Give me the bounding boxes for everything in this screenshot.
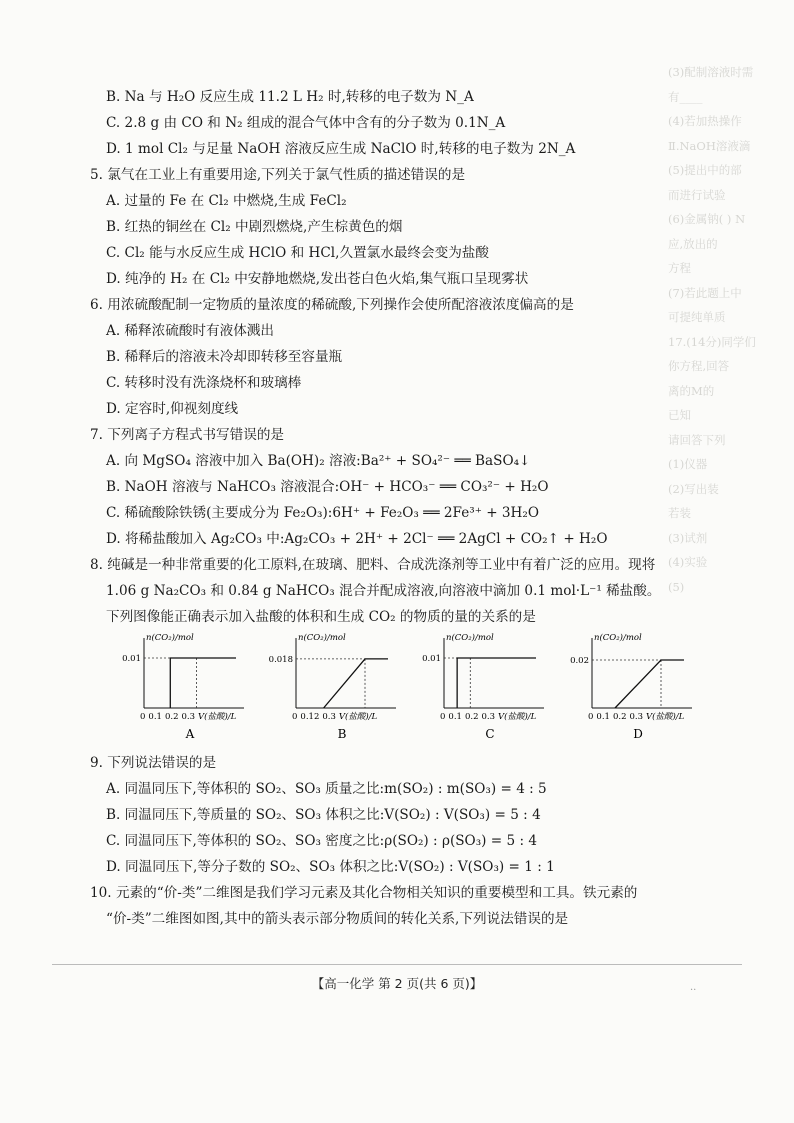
x-tick-label: 0.3 — [322, 712, 336, 722]
bleed-through-line: 应,放出的 — [668, 236, 718, 251]
question-stem: 10. 元素的“价-类”二维图是我们学习元素及其化合物相关知识的重要模型和工具。铁元素的 — [90, 885, 638, 901]
option-line: B. 稀释后的溶液未冷却即转移至容量瓶 — [106, 349, 343, 365]
option-line: C. 转移时没有洗涤烧杯和玻璃棒 — [106, 375, 302, 391]
option-line: C. Cl₂ 能与水反应生成 HClO 和 HCl,久置氯水最终会变为盐酸 — [106, 245, 489, 261]
chart-option-label: C — [485, 727, 495, 741]
bleed-through-line: (5) — [668, 579, 685, 594]
chart-svg — [268, 632, 428, 750]
chart-d — [570, 632, 714, 750]
x-tick-label: 0.2 — [164, 712, 179, 722]
bleed-through-line: (3)试剂 — [668, 530, 708, 545]
option-line: C. 稀硫酸除铁锈(主要成分为 Fe₂O₃):6H⁺ + Fe₂O₃ ══ 2Fe³⁺ + 3H₂O — [106, 505, 540, 521]
y-axis-label: n(CO₂)/mol — [146, 633, 194, 643]
data-line — [457, 658, 536, 708]
option-line: “价-类”二维图如图,其中的箭头表示部分物质间的转化关系,下列说法错误的是 — [106, 911, 569, 927]
page-footer: 【高一化学 第 2 页(共 6 页)】 — [311, 976, 483, 991]
option-line: B. Na 与 H₂O 反应生成 11.2 L H₂ 时,转移的电子数为 N_A — [106, 89, 474, 105]
option-line: C. 2.8 g 由 CO 和 N₂ 组成的混合气体中含有的分子数为 0.1N_A — [106, 115, 506, 131]
x-axis-label: V(盐酸)/L — [646, 712, 685, 722]
bleed-through-line: 离的M的 — [668, 383, 715, 398]
bleed-through-line: 若装 — [668, 506, 691, 520]
chart-svg — [570, 632, 724, 750]
bleed-through-line: (4)实验 — [668, 555, 708, 569]
bleed-through-line: (1)仪器 — [668, 457, 708, 471]
y-axis-label: n(CO₂)/mol — [298, 633, 346, 643]
option-line: D. 同温同压下,等分子数的 SO₂、SO₃ 体积之比:V(SO₂) : V(SO₃) = 1 : 1 — [106, 859, 555, 875]
option-line: B. 同温同压下,等质量的 SO₂、SO₃ 体积之比:V(SO₂) : V(SO₃) = 5 : 4 — [106, 807, 541, 823]
chart-svg — [122, 632, 276, 750]
chart-options — [88, 632, 708, 750]
y-axis-label: n(CO₂)/mol — [446, 633, 494, 643]
bleed-through-line: 17.(14分)同学们 — [668, 334, 756, 349]
question-stem: 5. 氯气在工业上有重要用途,下列关于氯气性质的描述错误的是 — [90, 167, 466, 183]
question-stem: 9. 下列说法错误的是 — [90, 755, 217, 771]
bleed-through-line: (2)写出装 — [668, 481, 719, 496]
y-tick-label: 0.02 — [570, 656, 589, 666]
x-tick-label: 0 — [440, 712, 446, 722]
x-tick-label: 0.1 — [596, 712, 610, 722]
option-line: D. 1 mol Cl₂ 与足量 NaOH 溶液反应生成 NaClO 时,转移的电子数为 2N_A — [106, 141, 576, 157]
option-line: A. 向 MgSO₄ 溶液中加入 Ba(OH)₂ 溶液:Ba²⁺ + SO₄²⁻ ══ BaSO₄↓ — [106, 453, 531, 469]
x-tick-label: 0.1 — [148, 712, 162, 722]
option-line: A. 过量的 Fe 在 Cl₂ 中燃烧,生成 FeCl₂ — [106, 193, 347, 209]
bleed-through-line: 方程 — [668, 261, 691, 275]
x-axis-label: V(盐酸)/L — [498, 712, 537, 722]
data-line — [324, 659, 388, 708]
option-line: D. 将稀盐酸加入 Ag₂CO₃ 中:Ag₂CO₃ + 2H⁺ + 2Cl⁻ ══ 2AgCl + CO₂↑ + H₂O — [106, 531, 608, 547]
y-tick-label: 0.018 — [268, 654, 293, 665]
footer-dots: .. — [690, 982, 697, 993]
bleed-through-line: 你方程,回答 — [668, 359, 730, 373]
chart-a — [122, 632, 266, 750]
bleed-through-line: 有____ — [668, 89, 703, 104]
data-line — [170, 658, 236, 708]
question-content — [88, 84, 708, 932]
y-axis-label: n(CO₂)/mol — [594, 633, 642, 643]
x-tick-label: 0 — [588, 712, 594, 722]
x-axis-label: V(盐酸)/L — [338, 712, 378, 722]
question-stem: 8. 纯碱是一种非常重要的化工原料,在玻璃、肥料、合成洗涤剂等工业中有着广泛的应用。现将 — [90, 557, 656, 573]
y-tick-label: 0.01 — [122, 654, 141, 664]
x-tick-label: 0.2 — [464, 712, 479, 722]
x-tick-label: 0.1 — [448, 712, 462, 722]
chart-c — [422, 632, 566, 750]
bleed-through-line: (3)配制溶液时需 — [668, 65, 754, 79]
x-tick-labels — [292, 711, 378, 722]
x-tick-label: 0.3 — [181, 712, 196, 722]
question-lines-part2 — [88, 750, 708, 932]
x-tick-label: 0.3 — [481, 712, 496, 722]
data-line — [615, 660, 684, 708]
bleed-through-line: (6)金属钠( ) N — [668, 212, 746, 226]
x-tick-labels — [140, 711, 237, 722]
option-line: D. 纯净的 H₂ 在 Cl₂ 中安静地燃烧,发出苍白色火焰,集气瓶口呈现雾状 — [106, 271, 529, 287]
bleed-through-line: 而进行试验 — [668, 187, 726, 202]
bleed-through-line: (5)提出中的部 — [668, 163, 742, 177]
option-line: B. 红热的铜丝在 Cl₂ 中剧烈燃烧,产生棕黄色的烟 — [106, 219, 403, 235]
option-line: 下列图像能正确表示加入盐酸的体积和生成 CO₂ 的物质的量的关系的是 — [106, 609, 536, 625]
y-tick-label: 0.01 — [422, 654, 441, 664]
x-tick-label: 0.2 — [612, 712, 627, 722]
x-tick-label: 0 — [140, 712, 146, 722]
chart-svg — [422, 632, 576, 750]
chart-option-label: B — [337, 727, 347, 741]
question-stem: 7. 下列离子方程式书写错误的是 — [90, 427, 285, 443]
footer-rule — [52, 964, 742, 965]
chart-option-label: A — [185, 727, 195, 741]
chart-b — [268, 632, 418, 750]
x-tick-label: 0.3 — [629, 712, 644, 722]
x-tick-label: 0.12 — [300, 712, 320, 722]
bleed-through-line: Ⅱ.NaOH溶液滴 — [668, 138, 751, 153]
option-line: B. NaOH 溶液与 NaHCO₃ 溶液混合:OH⁻ + HCO₃⁻ ══ CO₃²⁻ + H₂O — [106, 479, 549, 495]
bleed-through-line: 已知 — [668, 408, 691, 422]
option-line: A. 同温同压下,等体积的 SO₂、SO₃ 质量之比:m(SO₂) : m(SO₃) = 4 : 5 — [106, 781, 547, 797]
bleed-through-line: (4)若加热操作 — [668, 114, 742, 128]
x-tick-label: 0 — [292, 712, 298, 722]
question-stem: 6. 用浓硫酸配制一定物质的量浓度的稀硫酸,下列操作会使所配溶液浓度偏高的是 — [90, 297, 574, 313]
x-axis-label: V(盐酸)/L — [198, 712, 237, 722]
bleed-through-line: 可提纯单质 — [668, 310, 726, 324]
chart-option-label: D — [633, 727, 643, 741]
bleed-through-line: 请回答下列 — [668, 432, 726, 447]
option-line: C. 同温同压下,等体积的 SO₂、SO₃ 密度之比:ρ(SO₂) : ρ(SO₃) = 5 : 4 — [106, 833, 538, 849]
x-tick-labels — [588, 711, 685, 722]
question-lines-part1 — [88, 84, 708, 630]
option-line: 1.06 g Na₂CO₃ 和 0.84 g NaHCO₃ 混合并配成溶液,向溶液中滴加 0.1 mol·L⁻¹ 稀盐酸。 — [106, 583, 661, 599]
option-line: A. 稀释浓硫酸时有液体溅出 — [106, 323, 274, 339]
x-tick-labels — [440, 711, 537, 722]
bleed-through-line: (7)若此题上中 — [668, 285, 742, 300]
option-line: D. 定容时,仰视刻度线 — [106, 401, 239, 417]
